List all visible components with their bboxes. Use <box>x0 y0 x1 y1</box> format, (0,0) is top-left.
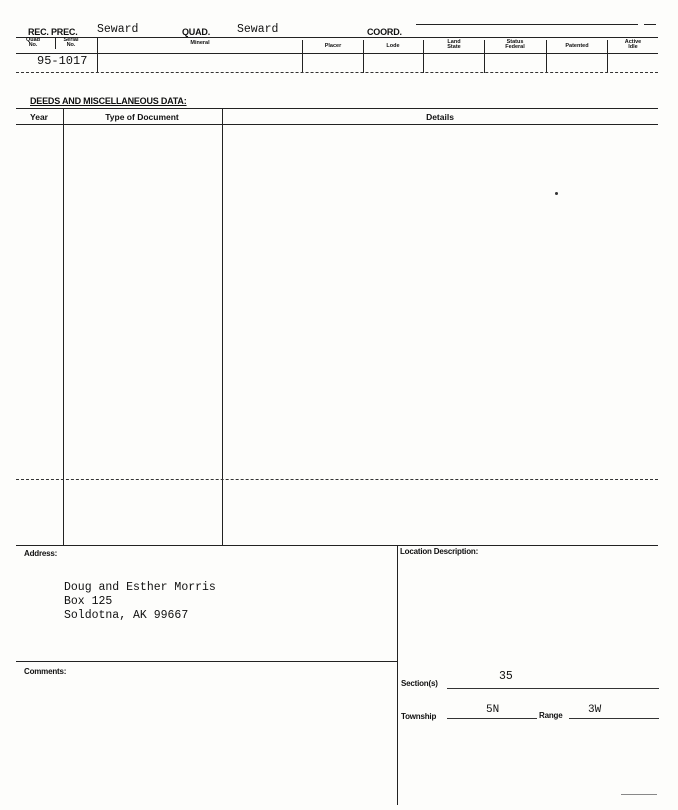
divider <box>423 40 424 73</box>
divider <box>55 37 56 49</box>
col-quad-no-line2: No. <box>28 42 38 48</box>
col-active-line2: Idle <box>628 44 638 50</box>
section-label: Section(s) <box>401 679 438 688</box>
coord-top-rule <box>416 24 638 25</box>
divider <box>302 40 303 73</box>
comments-label: Comments: <box>24 667 67 676</box>
scan-speck <box>555 192 558 195</box>
col-patented: Patented <box>565 43 589 49</box>
col-active-idle <box>609 40 657 50</box>
range-label: Range <box>539 711 563 720</box>
address-block <box>64 581 216 623</box>
col-quad-no-line1: Quad <box>25 37 41 43</box>
col-status-line1: Status <box>506 39 524 45</box>
address-bottom-rule <box>16 661 397 662</box>
col-serial-no <box>57 38 85 48</box>
col-land-state <box>424 40 484 50</box>
col-mineral: Mineral <box>190 40 210 46</box>
divider <box>546 40 547 73</box>
col-quad-no <box>20 38 46 48</box>
header-rule <box>16 37 658 38</box>
col-details: Details <box>426 112 454 122</box>
divider <box>607 40 608 73</box>
deeds-title: DEEDS AND MISCELLANEOUS DATA: <box>30 96 187 106</box>
location-description-label: Location Description: <box>400 547 479 556</box>
scan-mark <box>621 794 657 795</box>
range-value: 3W <box>588 704 602 716</box>
deeds-dashed-rule <box>16 479 658 480</box>
coord-label: COORD. <box>367 27 402 37</box>
rec-prec-label: REC. PREC. <box>28 27 78 37</box>
township-label: Township <box>401 712 437 721</box>
col-active-line1: Active <box>624 39 642 45</box>
col-status-line2: Federal <box>505 44 525 50</box>
col-land-line1: Land <box>447 39 461 45</box>
col-status-federal <box>485 40 545 50</box>
quad-label: QUAD. <box>182 27 210 37</box>
row-dashed-rule <box>16 72 658 73</box>
coord-top-rule-end <box>644 24 656 25</box>
col-type-of-document: Type of Document <box>105 112 179 122</box>
rec-prec-value: Seward <box>97 23 139 36</box>
divider <box>97 37 98 73</box>
col-serial-no-line1: Serial <box>63 37 79 43</box>
township-value: 5N <box>486 704 500 716</box>
address-label: Address: <box>24 549 58 558</box>
township-underline <box>447 718 537 719</box>
quad-value: Seward <box>237 23 279 36</box>
address-line: Soldotna, AK 99667 <box>64 609 189 622</box>
divider <box>363 40 364 73</box>
col-lode: Lode <box>386 43 400 49</box>
record-number: 95-1017 <box>37 54 88 68</box>
deeds-col-divider <box>63 108 64 546</box>
divider <box>484 40 485 73</box>
address-line: Box 125 <box>64 595 113 608</box>
row-rule <box>16 53 658 54</box>
col-year: Year <box>30 112 48 122</box>
section-value: 35 <box>499 670 513 683</box>
deeds-top-rule <box>16 108 658 109</box>
deeds-col-divider <box>222 108 223 546</box>
range-underline <box>569 718 659 719</box>
address-line: Doug and Esther Morris <box>64 581 216 594</box>
section-underline <box>447 688 659 689</box>
col-serial-no-line2: No. <box>66 42 76 48</box>
col-placer: Placer <box>324 43 342 49</box>
col-land-line2: State <box>447 44 461 50</box>
deeds-bottom-rule <box>16 545 658 546</box>
deeds-header-rule <box>16 124 658 125</box>
bottom-col-divider <box>397 545 398 805</box>
